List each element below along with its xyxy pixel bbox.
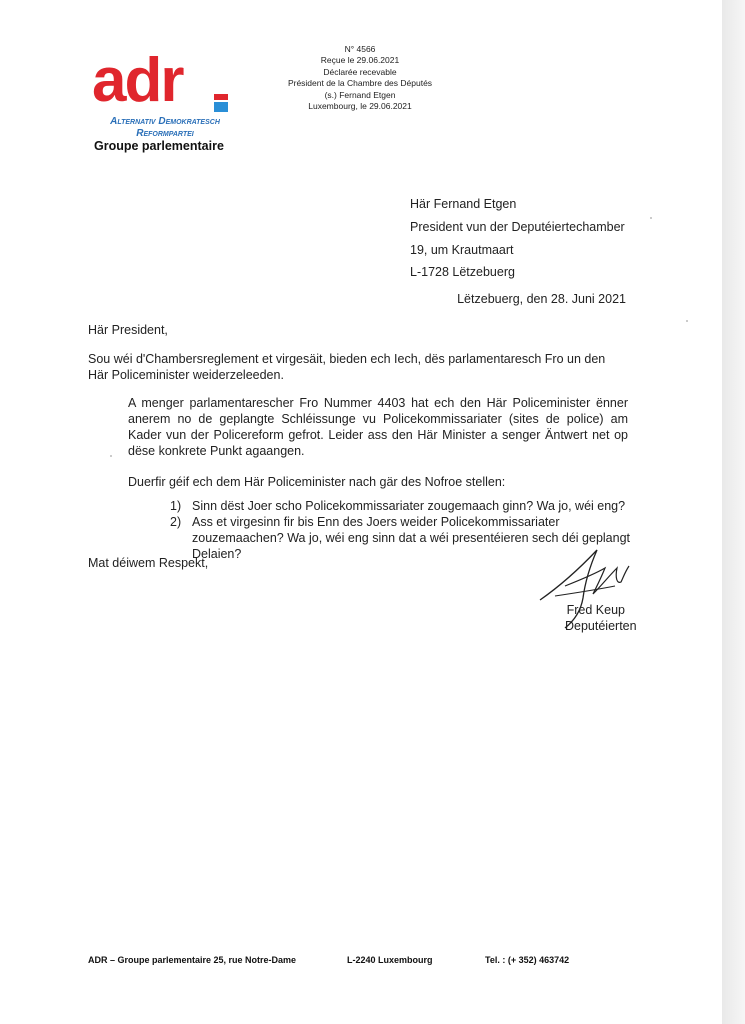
scan-speck: [650, 217, 652, 219]
body-paragraph-2: Duerfir géif ech dem Här Policeminister nach gär des Nofroe stellen:: [128, 475, 506, 489]
stamp-line: Reçue le 29.06.2021: [320, 55, 400, 66]
footer-address: ADR – Groupe parlementaire 25, rue Notre-Dame: [88, 955, 297, 965]
question-number: 2): [170, 515, 182, 529]
intro-paragraph: Sou wéi d'Chambersreglement et virgesäit, bieden ech Iech, dës parlamentaresch Fro un den Här Policeminister weiderzeleeden.: [88, 352, 606, 382]
stamp-line: Déclarée recevable: [323, 66, 397, 77]
signer-title: Deputéierten: [565, 619, 637, 633]
question-text: Ass et virgesinn fir bis Enn des Joers weider Policekommissariater zouzemaachen? Wa jo, wéi eng sinn dat a wéi presentéieren sech déi geplangt Delaien?: [192, 515, 631, 561]
recipient-address: [410, 193, 625, 284]
logo-wordmark: adr: [92, 46, 183, 115]
scan-edge: [722, 0, 745, 1024]
stamp-line: Luxembourg, le 29.06.2021: [308, 101, 412, 112]
scan-speck: [110, 455, 112, 457]
stamp-line: Président de la Chambre des Députés: [287, 78, 433, 89]
logo-subtitle: [96, 116, 234, 140]
letter-footer: [88, 955, 608, 969]
signer-block: [565, 602, 637, 634]
address-line: L-1728 Lëtzebuerg: [410, 265, 515, 280]
address-line: Här Fernand Etgen: [410, 197, 517, 211]
address-line: President vun der Deputéiertechamber: [410, 219, 625, 234]
reception-stamp: [262, 44, 458, 112]
question-text: Sinn dëst Joer scho Policekommissariater zougemaach ginn? Wa jo, wéi eng?: [192, 499, 626, 513]
signer-name: Fred Keup: [566, 603, 625, 617]
footer-city: L-2240 Luxembourg: [347, 955, 433, 965]
stamp-line: N° 4566: [344, 44, 376, 54]
closing-formula: Mat déiwem Respekt,: [88, 556, 209, 570]
logo-colon-mark: [214, 94, 228, 108]
question-item: [170, 498, 640, 514]
logo-group-name: Groupe parlementaire: [94, 139, 224, 153]
stamp-line: (s.) Fernand Etgen: [324, 89, 396, 100]
body-paragraph-1: A menger parlamentarescher Fro Nummer 4403 hat ech den Här Policeminister ënner anerem no de geplangte Schléissunge vu Policekommissariater (sites de police) am Kader vun der Policereform gefrot. Leider ass den Här Minister a senger Äntwert net op dëse konkrete Punkt agaangen.: [128, 396, 628, 458]
logo-subtitle-line1: Alternativ Demokratesch: [110, 116, 220, 127]
address-line: 19, um Krautmaart: [410, 242, 514, 257]
logo-subtitle-line2: Reformpartei: [136, 128, 194, 139]
scan-speck: [686, 320, 688, 322]
question-number: 1): [170, 499, 182, 513]
salutation: Här President,: [88, 323, 168, 337]
footer-phone: Tel. : (+ 352) 463742: [485, 955, 570, 965]
letter-date: Lëtzebuerg, den 28. Juni 2021: [457, 292, 626, 306]
